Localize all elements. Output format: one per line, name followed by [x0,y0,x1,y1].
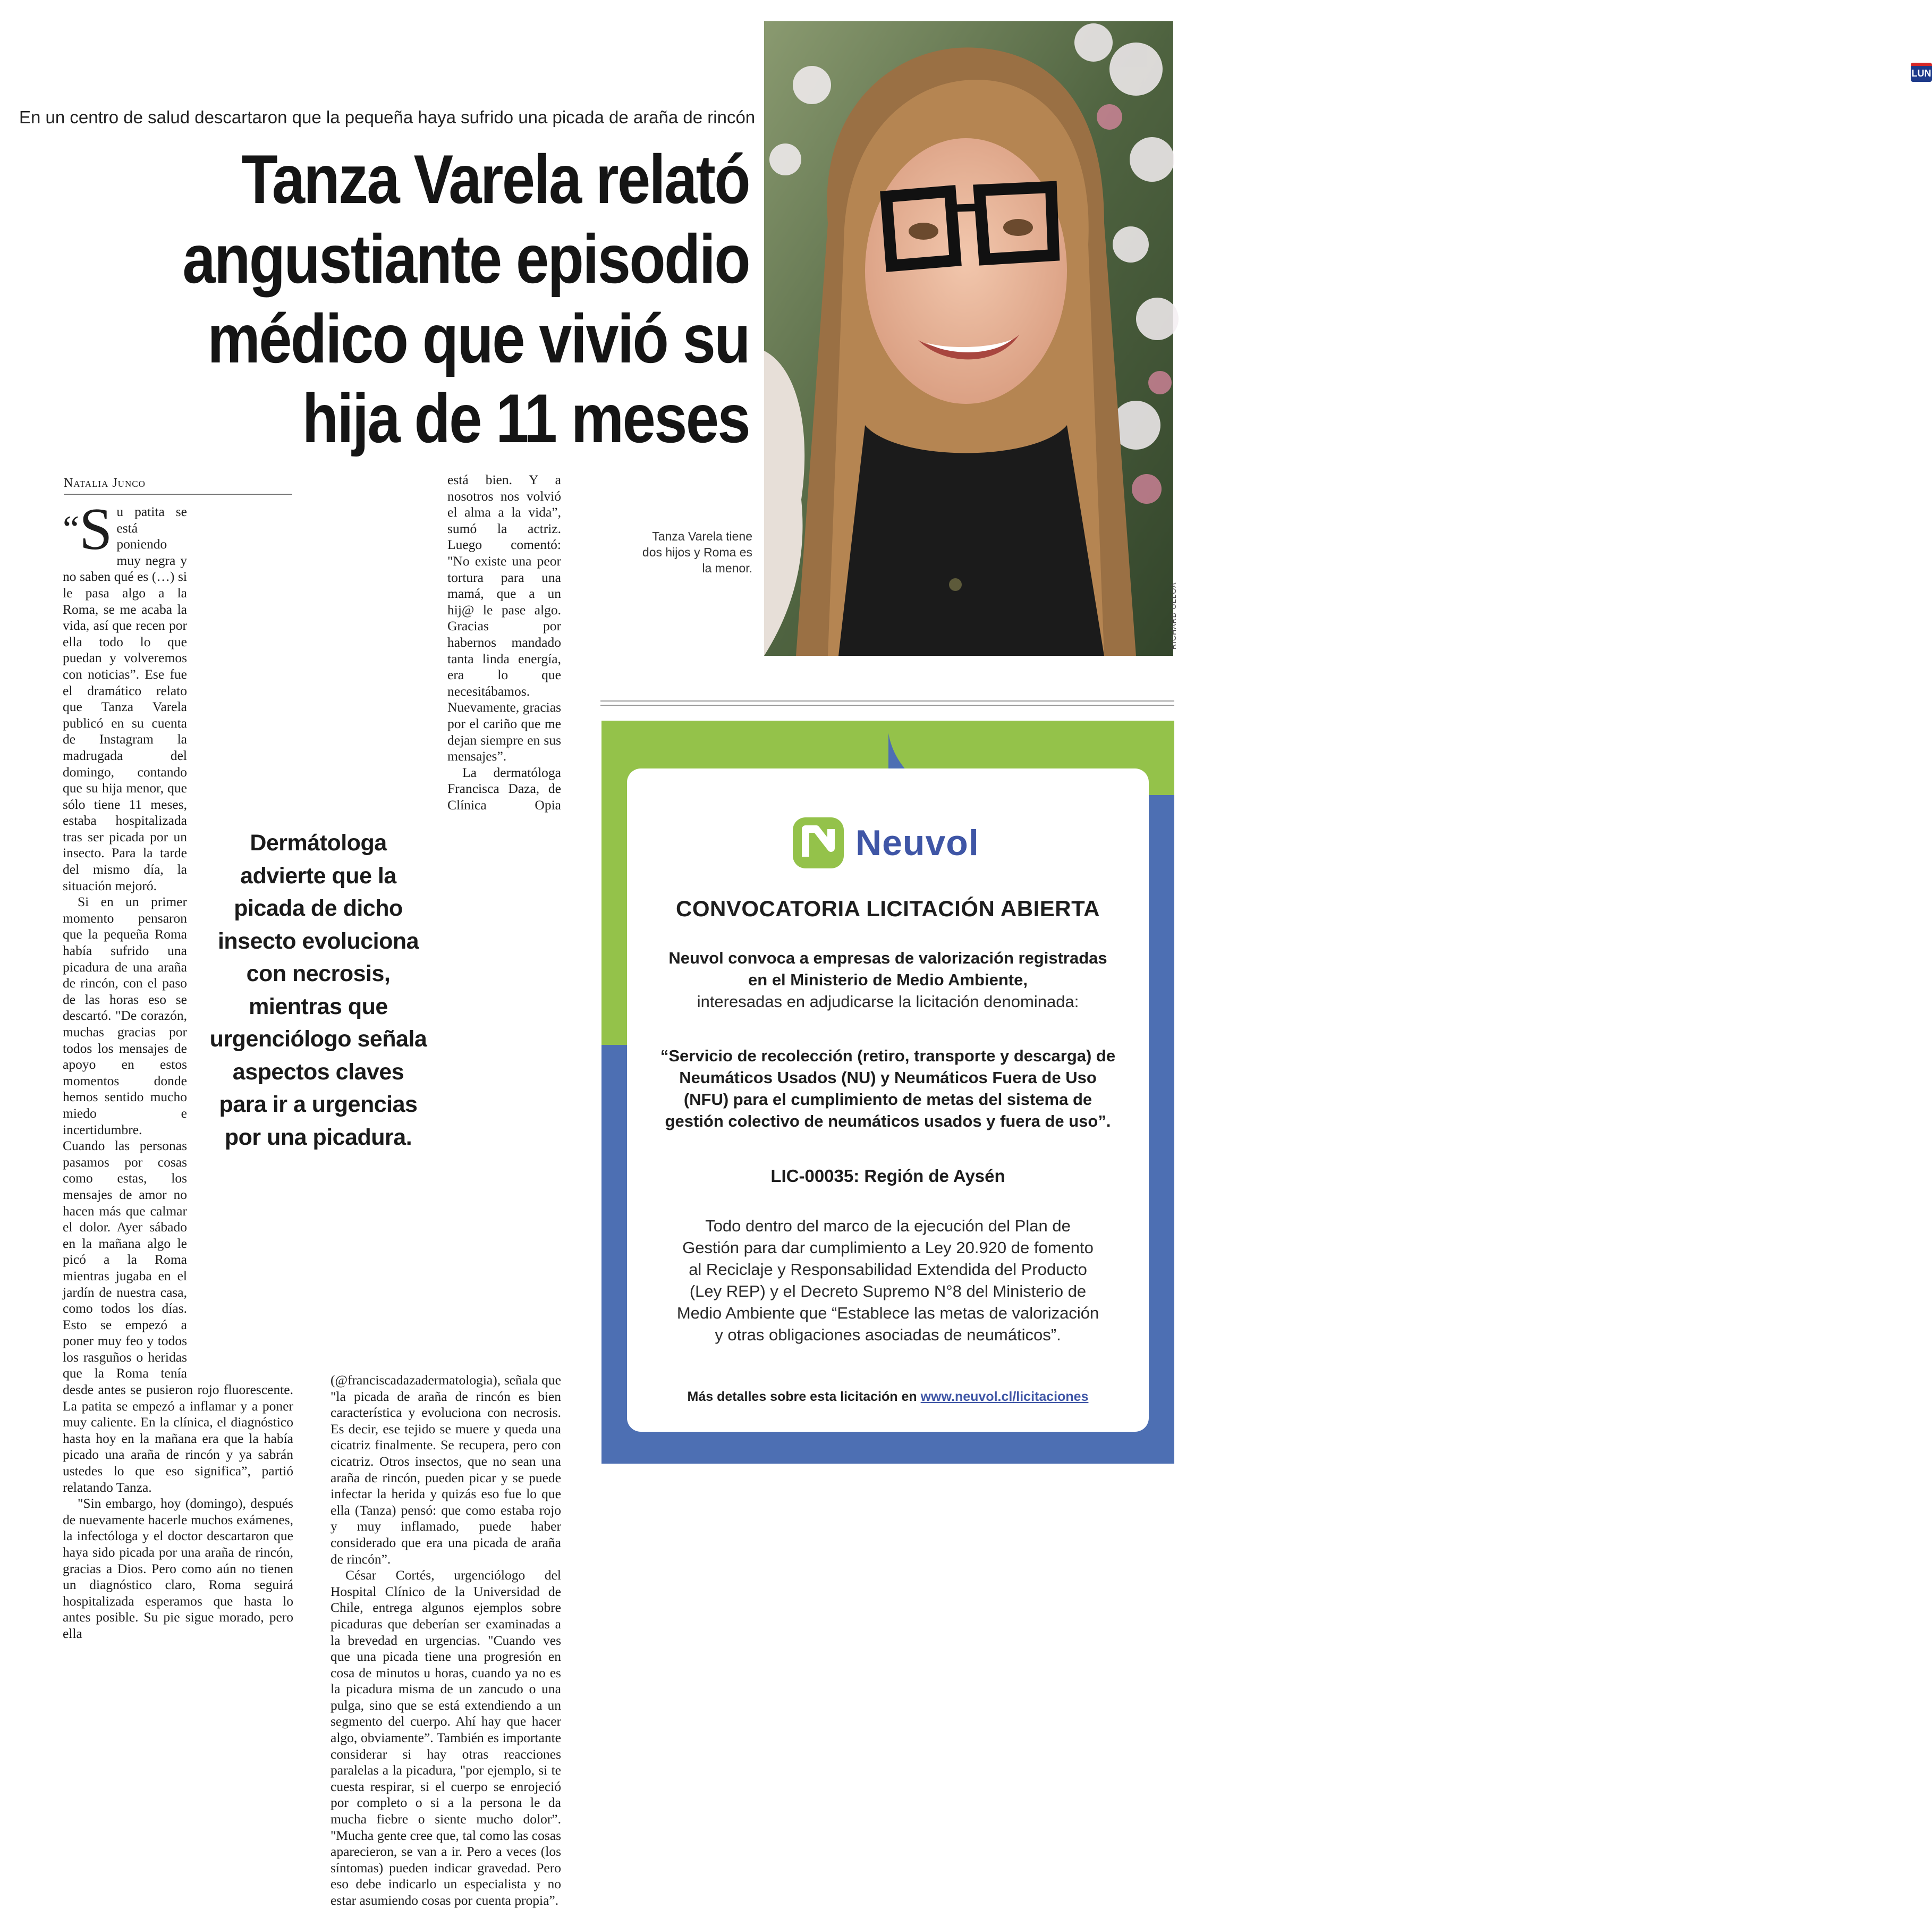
ad-intro [659,947,1117,1012]
neuvol-wordmark: Neuvol [855,823,979,863]
neuvol-advertisement [601,721,1174,1464]
lun-logo: LUN [1911,63,1932,82]
neuvol-logo [793,816,979,869]
ad-card [627,768,1149,1432]
section-divider-top [600,700,1174,702]
ad-intro-rest: interesadas en adjudicarse la licitación denominada: [697,992,1079,1011]
ad-intro-bold: Neuvol convoca a empresas de valorización registradas en el Ministerio de Medio Ambiente, [668,949,1107,989]
article-byline: Natalia Junco [64,476,292,495]
headline-line-3: médico que vivió su [207,300,749,377]
drop-cap-letter: S [79,496,113,562]
neuvol-n-icon [793,817,844,868]
article-kicker: En un centro de salud descartaron que la pequeña haya sufrido una picada de araña de rincón [19,107,756,127]
ad-legal-text: Todo dentro del marco de la ejecución del Plan de Gestión para dar cumplimiento a Ley 20.920 de fomento al Reciclaje y Responsabilidad Extendida del Producto (Ley REP) y el Decreto Supremo N°8 del Ministerio de Medio Ambiente que “Establece las metas de valorización y otras obligaciones asociadas de neumáticos”. [676,1217,1099,1344]
photo-caption: Tanza Varela tiene dos hijos y Roma es la menor. [642,529,752,575]
headline-line-2: angustiante episodio [182,220,750,298]
photo-credit: RICHARD ULLOA [1169,582,1177,649]
headline-line-1: Tanza Varela relató [241,140,749,218]
ad-service-name: “Servicio de recolección (retiro, transporte y descarga) de Neumáticos Usados (NU) y Neumáticos Fuera de Uso (NFU) para el cumplimiento de metas del sistema de gestión colectivo de neumáticos usados y fuera de uso”. [660,1046,1116,1130]
drop-cap [63,496,113,562]
section-divider-bottom [600,705,1174,706]
drop-cap-quote: “ [63,509,80,550]
headline-line-4: hija de 11 meses [302,379,749,457]
article-paragraph-5: La dermatóloga Francisca Daza, de Clínica Opia (@franciscadazadermatologia), señala que "la picada de araña de rincón es bien característica y evoluciona con necrosis. Es decir, ese tejido se muere y queda una cicatriz finalmente. Se recupera, pero con cicatriz. Otros insectos, que no sean una araña de rincón, pueden picar y se puede infectar la herida y quizás eso fue lo que ella (Tanza) pensó: que como estaba rojo y muy inflamado, puede haber considerado que era una picada de araña de rincón”. [331,764,561,1567]
article-paragraph-1-text: u patita se está poniendo muy negra y no saben qué es (…) si le pasa algo a la Roma, se me acaba la vida, así que recen por ella todo lo que puedan y volveremos con noticias”. Ese fue el dramático relato que Tanza Varela publicó en su cuenta de Instagram la madrugada del domingo, contando que su hija menor, que sólo tiene 11 meses, estaba hospitalizada tras ser picada por un insecto. Para la tarde del mismo día, la situación mejoró. [63,504,187,893]
portrait-illustration [764,21,1173,656]
ad-tender-code: LIC-00035: Región de Aysén [770,1166,1005,1186]
article-paragraph-2: Si en un primer momento pensaron que la pequeña Roma había sufrido una picadura de una araña de rincón, con el paso de las horas eso se descartó. "De corazón, muchas gracias por todos los mensajes de apoyo en estos momentos donde hemos sentido mucho miedo e incertidumbre. Cuando las personas pasamos por cosas como estas, los mensajes de amor no hacen más que calmar el dolor. Ayer sábado en la mañana algo le picó a la Roma mientras jugaba en el jardín de nuestra casa, como todos los días. Esto se empezó a poner muy feo y todos los rasguños o heridas que la Roma tenía desde antes se pusieron rojo fluorescente. La patita se empezó a inflamar y a poner muy caliente. En la clínica, el diagnóstico hasta hoy en la mañana era que la había picado una araña de rincón y ya sabrán ustedes lo que eso significa”, partió relatando Tanza. [63,894,293,1495]
pull-quote: Dermátologa advierte que la picada de dicho insecto evoluciona con necrosis, mientras que urgenciólogo señala aspectos claves para ir a urgencias por una picadura. [209,830,427,1150]
ad-title: CONVOCATORIA LICITACIÓN ABIERTA [676,896,1100,921]
ad-footer [627,1389,1149,1405]
article-paragraph-4: está bien. Y a nosotros nos volvió el alma a la vida”, sumó la actriz. Luego comentó: "No existe una peor tortura para una mamá, que a un hij@ le pase algo. Gracias por habernos mandado tanta linda energía, era lo que necesitábamos. Nuevamente, gracias por el cariño que me dejan siempre en sus mensajes”. [447,472,561,764]
ad-footer-link[interactable]: www.neuvol.cl/licitaciones [920,1389,1089,1404]
article-paragraph-3: "Sin embargo, hoy (domingo), después de nuevamente hacerle muchos exámenes, la infectóloga y el doctor descartaron que haya sido picada por una araña de rincón, gracias a Dios. Pero como aún no tienen un diagnóstico claro, Roma seguirá hospitalizada esperamos que hasta lo antes posible. Su pie sigue morado, pero ella [63,1496,293,1641]
article-headline [178,139,749,458]
ad-footer-text: Más detalles sobre esta licitación en [687,1389,917,1404]
article-photo [764,21,1931,656]
article-paragraph-6: César Cortés, urgenciólogo del Hospital Clínico de la Universidad de Chile, entrega algunos ejemplos sobre picaduras que deberían ser examinadas a la brevedad en urgencias. "Cuando ves que una picada tiene una progresión en cosa de minutos u horas, cuando ya no es la picadura misma de un zancudo o una pulga, sino que se está extendiendo a un segmento del cuerpo. Ahí hay que hacer algo, obviamente”. También es importante considerar si hay otras reacciones paralelas a la picadura, "por ejemplo, si te cuesta respirar, si el cuerpo se enrojeció por completo o si a la persona le da mucha fiebre o siente mucho dolor”. "Mucha gente cree que, tal como las cosas aparecieron, se van a ir. Pero a veces (los síntomas) pueden indicar gravedad. Pero eso debe indicarlo un especialista y no estar asumiendo cosas por cuenta propia”. [331,1567,561,1908]
